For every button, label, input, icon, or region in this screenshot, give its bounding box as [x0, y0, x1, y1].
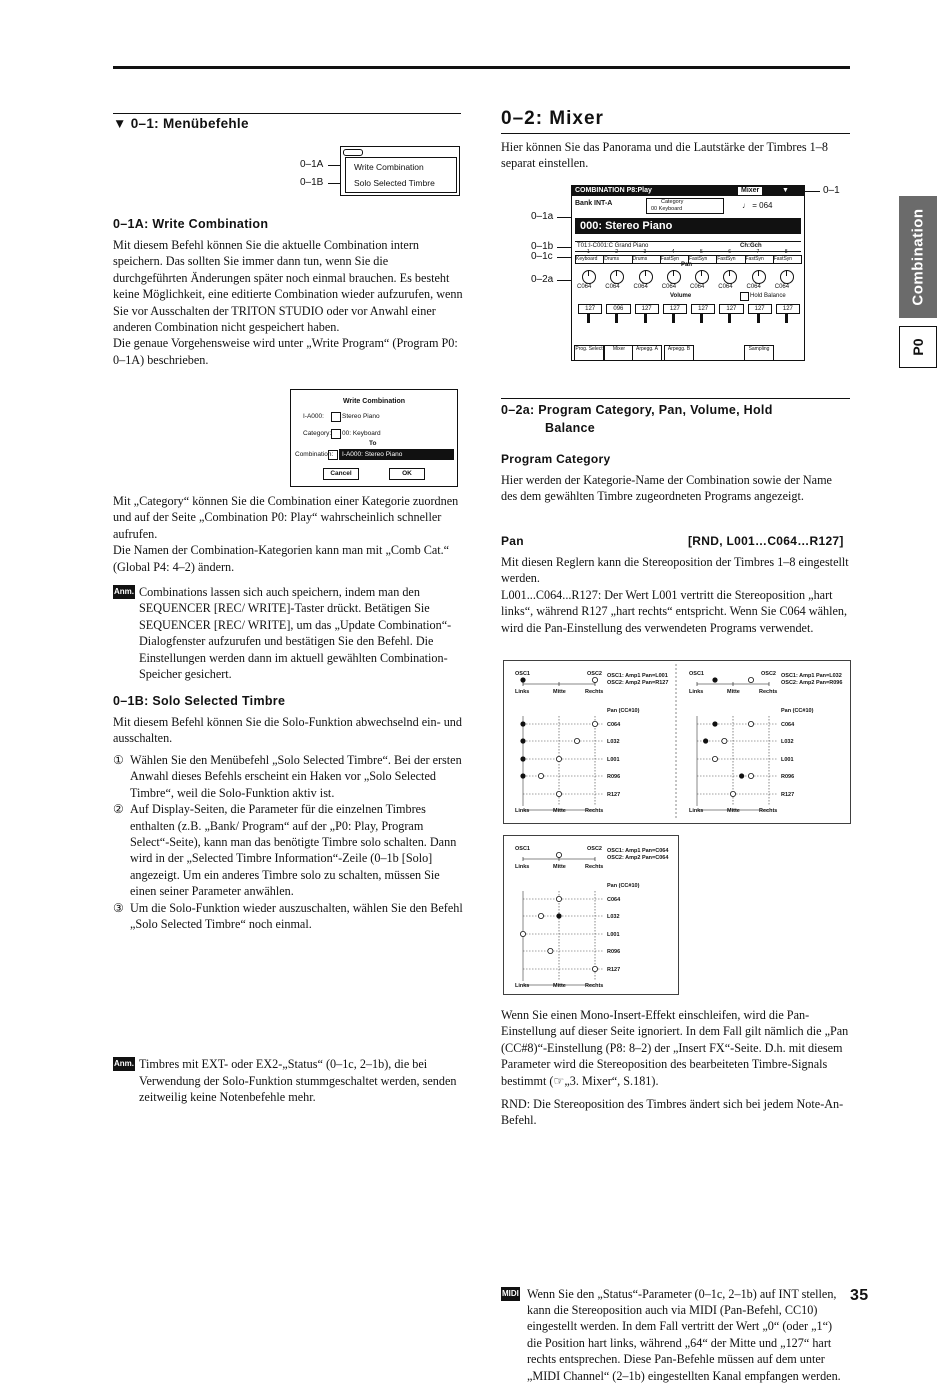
pan-cc-label: Pan (CC#10) — [781, 708, 814, 714]
heading-program-category: Program Category — [501, 452, 611, 466]
osc1-pan-dot — [520, 738, 525, 743]
pan-knob-icon[interactable] — [667, 270, 681, 284]
paragraph: Die Namen der Combination-Kategorien kann man mit „Comb Cat.“ (Global P4: 4–2) ändern. — [113, 543, 450, 574]
category-cell: FastSyn — [716, 255, 745, 264]
knob-pointer — [616, 270, 617, 276]
ok-button[interactable]: OK — [389, 468, 425, 480]
paragraph: Wenn Sie einen Mono-Insert-Effekt einschleifen, wird die Pan-Einstellung auf dieser Seite ignoriert. In dem Fall gilt nämlich die „Pan (CC#8)“-Einstellung (P8: 8–2) der „Insert FX“-Seite. D.h. mit diesem Parameter wird die Stereoposition des bearbeiteten Timbre-Signals bestimmt (☞„3. Mixer“, S.181). — [501, 1008, 849, 1088]
dialog-to-label: To — [369, 440, 377, 447]
page-title: 0–2: Mixer — [501, 108, 604, 129]
section-rule — [113, 113, 461, 114]
osc2-dot — [556, 852, 561, 857]
callout-0-1: 0–1 — [823, 185, 840, 196]
osc2-pan-dot — [722, 738, 727, 743]
lcd-mixer-grid — [575, 249, 801, 324]
pan-value: C064 — [690, 284, 705, 290]
timbre-info-row: T01:I-C001:C Grand Piano Ch:Gch — [575, 241, 801, 252]
channel-number: 2 — [615, 249, 619, 255]
links-label: Links — [515, 864, 530, 870]
callout-0-1c: 0–1c — [531, 251, 553, 262]
page-menu[interactable]: Mixer — [738, 187, 762, 195]
osc2-pan-dot — [730, 791, 735, 796]
lcd-tab[interactable]: Arpegg. B — [664, 345, 694, 361]
dialog-combination-field[interactable]: I-A000: Stereo Piano — [339, 449, 454, 460]
osc2-pan-dot — [538, 913, 543, 918]
text-block — [113, 493, 463, 575]
level-label: R127 — [607, 792, 621, 798]
knob-pointer — [729, 270, 730, 276]
side-tab-combination[interactable]: Combination — [899, 196, 937, 318]
paragraph: Hier können Sie das Panorama und die Lautstärke der Timbres 1–8 separat einstellen. — [501, 140, 828, 171]
level-label: R127 — [781, 792, 795, 798]
paragraph: Hier werden der Kategorie-Name der Combination sowie der Name des dem gewählten Timbre zugeordneten Programs angezeigt. — [501, 473, 832, 504]
mitte-label: Mitte — [553, 808, 566, 814]
pan-knob-icon[interactable] — [610, 270, 624, 284]
heading-0-2a: 0–2a: Program Category, Pan, Volume, Hold Balance — [501, 403, 773, 435]
lcd-tab-bar — [572, 345, 804, 360]
osc1-label: OSC1 — [689, 671, 704, 677]
pan-diagram-top — [503, 660, 851, 824]
level-label: R096 — [607, 949, 621, 955]
top-rule — [113, 66, 850, 69]
tempo-value[interactable]: ♩ = 064 — [742, 201, 773, 210]
volume-value[interactable]: 096 — [606, 304, 630, 314]
callout-0-1a: 0–1a — [531, 211, 554, 222]
osc2-label: OSC2 — [587, 846, 602, 852]
osc1-label: OSC1 — [515, 671, 530, 677]
page-number: 35 — [850, 1287, 869, 1304]
osc2-pan-dot — [748, 721, 753, 726]
dropdown-icon[interactable] — [331, 429, 341, 439]
level-label: R096 — [607, 774, 621, 780]
volume-slider[interactable] — [700, 313, 703, 323]
osc2-pan-dot — [592, 966, 597, 971]
list-item: ② Auf Display-Seiten, die Parameter für die einzelnen Timbres enthalten (z.B. „Bank/ Program“ auf der „P0: Play, Program Select“-Seite), kann man das benötigte Timbre solo schalten. Dann wird in der „Selected Timbre Information“-Zeile (0–1b [Solo] angezeigt. Um ein anderes Timbre solo zu schalten, müssen Sie einen seiner Parameter anwählen. — [113, 802, 457, 899]
volume-slider[interactable] — [728, 313, 731, 323]
text-block — [501, 472, 851, 505]
channel-number: 4 — [671, 249, 675, 255]
pan-value: C064 — [746, 284, 761, 290]
volume-slider[interactable] — [757, 313, 760, 323]
steps-list — [113, 752, 463, 932]
dropdown-icon[interactable] — [328, 450, 338, 460]
osc1-pan-dot — [712, 721, 717, 726]
knob-pointer — [645, 270, 646, 276]
volume-slider[interactable] — [672, 313, 675, 323]
dialog-label: Category: — [303, 430, 332, 437]
pan-value: C064 — [774, 284, 790, 290]
osc2-label: OSC2 — [761, 671, 776, 677]
category-cell: FastSyn — [745, 255, 774, 264]
mitte-label: Mitte — [727, 808, 740, 814]
section-rule — [501, 398, 850, 399]
volume-value[interactable]: 127 — [691, 304, 715, 314]
write-combination-dialog — [290, 389, 458, 487]
chevron-down-icon[interactable]: ▼ — [782, 187, 789, 194]
pan-value: C064 — [605, 284, 620, 290]
volume-value[interactable]: 127 — [776, 304, 800, 314]
callout-0-2a: 0–2a — [531, 274, 554, 285]
list-item: ① Wählen Sie den Menübefehl „Solo Selected Timbre“. Bei der ersten Anwahl dieses Befehls erscheint ein Haken vor „Solo Selected Timbre“, weil die Solo-Funktion aktiv ist. — [113, 753, 462, 800]
paragraph: Mit diesen Reglern kann die Stereoposition der Timbres 1–8 eingestellt werden. — [501, 555, 849, 586]
pan-cc-label: Pan (CC#10) — [607, 883, 640, 889]
pan-value: C064 — [633, 284, 648, 290]
category-cell: FastSyn — [688, 255, 717, 264]
midi-badge-icon: MIDI — [501, 1287, 520, 1301]
level-label: R127 — [607, 967, 621, 973]
menu-item-write-combination[interactable]: Write Combination — [354, 162, 424, 172]
pan-range: [RND, L001…C064…R127] — [688, 534, 844, 548]
volume-label: Volume — [670, 293, 692, 299]
lcd-tab[interactable]: Prog. Select — [574, 345, 604, 361]
category-cell: Keyboard — [575, 255, 604, 264]
list-item: ③ Um die Solo-Funktion wieder auszuschalten, wählen Sie den Befehl „Solo Selected Timbre“ noch einmal. — [113, 900, 463, 932]
volume-value[interactable]: 127 — [635, 304, 659, 314]
pan-label: Pan — [681, 262, 693, 268]
osc1-pan-dot — [520, 756, 525, 761]
channel-number: 1 — [587, 249, 590, 255]
note-text: Wenn Sie den „Status“-Parameter (0–1c, 2–1b) auf INT stellen, kann die Stereoposition auch via MIDI (Pan-Befehl, CC10) eingestellt werden. In dem Fall vertritt der Wert „0“ (oder „1“) die Position hart links, während „64“ der Mitte und „127“ hart rechts entsprechen. Diese Pan-Befehle müssen auf dem unter „MIDI Channel“ (2–1b) eingestellten Kanal empfangen werden. — [527, 1286, 841, 1383]
volume-slider[interactable] — [644, 313, 647, 323]
volume-value[interactable]: 127 — [719, 304, 743, 314]
hold-balance-label: Hold Balance — [750, 293, 786, 299]
rechts-label: Rechts — [585, 864, 604, 870]
note-badge-icon: Anm. — [113, 585, 135, 599]
rechts-label: Rechts — [759, 808, 778, 814]
callout-0-1a: 0–1A — [300, 159, 324, 170]
level-label: C064 — [607, 897, 621, 903]
volume-slider[interactable] — [587, 313, 590, 323]
category-cell: FastSyn — [773, 255, 802, 264]
osc2-pan-dot — [548, 948, 553, 953]
category-cell: Drums — [603, 255, 632, 264]
midi-note-block — [501, 1286, 849, 1384]
mitte-label: Mitte — [553, 864, 566, 870]
volume-slider[interactable] — [785, 313, 788, 323]
mitte-label: Mitte — [553, 689, 566, 695]
panel-title: OSC1: Amp1 Pan=L032 — [781, 673, 842, 679]
rechts-label: Rechts — [585, 983, 604, 989]
text-block — [113, 237, 463, 368]
osc2-pan-dot — [712, 756, 717, 761]
channel-number: 5 — [700, 249, 703, 255]
lcd-tab[interactable]: Arpegg. A — [632, 345, 662, 361]
panel-title: OSC2: Amp2 Pan=R127 — [607, 680, 669, 686]
osc1-pan-dot — [739, 773, 744, 778]
osc1-pan-dot — [520, 721, 525, 726]
osc1-pan-dot — [556, 913, 561, 918]
osc2-pan-dot — [556, 756, 561, 761]
volume-slider[interactable] — [615, 313, 618, 323]
volume-value[interactable]: 127 — [578, 304, 602, 314]
lcd-tab[interactable]: Sampling — [744, 345, 774, 361]
channel-number: 8 — [784, 249, 788, 255]
pan-knob-icon[interactable] — [639, 270, 653, 284]
cancel-button[interactable]: Cancel — [323, 468, 359, 480]
osc1-pan-dot — [520, 773, 525, 778]
links-label: Links — [689, 808, 704, 814]
level-label: L001 — [607, 932, 620, 938]
section-heading-menu: ▼ 0–1: Menübefehle — [113, 116, 249, 131]
panel-title: OSC1: Amp1 Pan=L001 — [607, 673, 668, 679]
lcd-title: COMBINATION P8:Play — [575, 187, 652, 194]
links-label: Links — [515, 983, 530, 989]
text-block — [501, 1096, 851, 1129]
paragraph: Mit diesem Befehl können Sie die Solo-Funktion abwechselnd ein- und ausschalten. — [113, 715, 462, 746]
osc2-pan-dot — [538, 773, 543, 778]
osc2-pan-dot — [556, 791, 561, 796]
osc2-pan-dot — [592, 721, 597, 726]
rechts-label: Rechts — [759, 689, 778, 695]
pan-knob-icon[interactable] — [780, 270, 794, 284]
knob-pointer — [673, 270, 674, 276]
mitte-label: Mitte — [553, 983, 566, 989]
lcd-title-bar — [572, 186, 804, 196]
level-label: L032 — [607, 914, 620, 920]
osc2-pan-dot — [748, 773, 753, 778]
bank-select[interactable]: Bank INT-A — [575, 200, 613, 207]
paragraph: Mit diesem Befehl können Sie die aktuelle Combination intern speichern. Das sollten Sie immer dann tun, wenn Sie die durchgeführten Änderungen später noch einmal brauchen. Es besteht keine Möglichkeit, eine editierte Combination wieder aufzurufen, wenn Sie vor Ausschalten der TRITON STUDIO oder vor Anwahl einer anderen Combination nicht gespeichert haben. — [113, 238, 463, 335]
dialog-title: Write Combination — [342, 398, 406, 405]
paragraph: RND: Die Stereoposition des Timbres ändert sich bei jedem Note-An-Befehl. — [501, 1097, 844, 1128]
osc1-label: OSC1 — [515, 846, 530, 852]
knob-pointer — [588, 270, 589, 276]
level-label: L032 — [781, 739, 794, 745]
rechts-label: Rechts — [585, 808, 604, 814]
pan-value: C064 — [577, 284, 592, 290]
menu-popup-figure — [340, 146, 460, 196]
note-badge-icon: Anm. — [113, 1057, 135, 1071]
heading-0-1a: 0–1A: Write Combination — [113, 217, 269, 231]
mitte-label: Mitte — [727, 689, 740, 695]
callout-0-1b: 0–1B — [300, 177, 324, 188]
knob-pointer — [701, 270, 702, 276]
level-label: L032 — [607, 739, 620, 745]
osc1-pan-dot — [703, 738, 708, 743]
rechts-label: Rechts — [585, 689, 604, 695]
knob-pointer — [786, 270, 787, 276]
dialog-value: 00: Keyboard — [342, 430, 381, 437]
text-block — [501, 1007, 851, 1089]
channel-number: 3 — [643, 249, 647, 255]
osc1-dot — [520, 677, 525, 682]
paragraph: Mit „Category“ können Sie die Combination einer Kategorie zuordnen und auf der Seite „Combination P0: Play“ wahrscheinlich schneller aufrufen. — [113, 494, 459, 541]
volume-value[interactable]: 127 — [748, 304, 772, 314]
text-block — [501, 139, 851, 172]
panel-title: OSC2: Amp2 Pan=R096 — [781, 680, 843, 686]
pan-knob-icon[interactable] — [695, 270, 709, 284]
level-label: C064 — [607, 722, 621, 728]
lcd-screen — [571, 185, 805, 361]
level-label: C064 — [781, 722, 795, 728]
links-label: Links — [689, 689, 704, 695]
level-label: L001 — [607, 757, 620, 763]
osc2-label: OSC2 — [587, 671, 602, 677]
paragraph: Die genaue Vorgehensweise wird unter „Write Program“ (Program P0: 0–1A) beschrieben. — [113, 336, 458, 367]
hold-balance-checkbox[interactable] — [740, 292, 749, 301]
menu-icon — [343, 149, 363, 156]
osc2-pan-dot — [520, 931, 525, 936]
volume-value[interactable]: 127 — [663, 304, 687, 314]
channel-number: 6 — [728, 249, 732, 255]
knob-pointer — [758, 270, 759, 276]
text-block — [501, 554, 851, 636]
paragraph: L001...C064...R127: Der Wert L001 vertritt die Stereoposition „hart links“, während R127 „hart rechts“ entspricht. Wenn Sie C064 wählen, wird die Pan-Einstellung des verwendeten Programs verwendet. — [501, 587, 848, 635]
panel-title: OSC1: Amp1 Pan=C064 — [607, 848, 669, 854]
dialog-label: I-A000: — [303, 413, 324, 420]
callout-0-1b: 0–1b — [531, 241, 554, 252]
panel-title: OSC2: Amp2 Pan=C064 — [607, 855, 669, 861]
pan-knob-icon[interactable] — [752, 270, 766, 284]
links-label: Links — [515, 689, 530, 695]
osc2-dot — [592, 677, 597, 682]
dialog-value: Stereo Piano — [342, 413, 380, 420]
osc2-pan-dot — [556, 896, 561, 901]
pan-value: C064 — [718, 284, 733, 290]
note-block — [113, 1056, 487, 1105]
pan-cc-label: Pan (CC#10) — [607, 708, 640, 714]
note-text: Timbres mit EXT- oder EX2-„Status“ (0–1c, 2–1b), die bei Verwendung der Solo-Funktion stummgeschaltet werden, senden zeitweilig keine Notenbefehle mehr. — [139, 1057, 457, 1105]
heading-pan: Pan — [501, 534, 524, 548]
side-tab-p0[interactable]: P0 — [899, 326, 937, 368]
category-cell: FastSyn — [660, 255, 689, 264]
pan-diagram-bottom — [503, 835, 679, 995]
channel-number: 7 — [756, 249, 760, 255]
level-label: L001 — [781, 757, 794, 763]
pan-value: C064 — [661, 284, 677, 290]
pan-knob-icon[interactable] — [723, 270, 737, 284]
osc1-dot — [712, 677, 717, 682]
menu-item-solo-selected-timbre[interactable]: Solo Selected Timbre — [354, 178, 435, 188]
osc2-pan-dot — [574, 738, 579, 743]
note-text: Combinations lassen sich auch speichern, indem man den SEQUENCER [REC/ WRITE]-Taster drückt. Betätigen Sie SEQUENCER [REC/ WRITE], um das „Update Combination“-Dialogfenster aufzurufen und bestätigen Sie den Befehl. Die Einstellungen werden dann im aktuell gewählten Combination-Speicher gesichert. — [139, 585, 452, 682]
pan-knob-icon[interactable] — [582, 270, 596, 284]
text-block — [113, 714, 463, 747]
lcd-tab[interactable]: Mixer — [604, 345, 634, 361]
category-box[interactable]: Category 00 Keyboard — [646, 198, 724, 214]
dialog-label: Combination: — [295, 451, 334, 458]
section-rule — [501, 133, 850, 134]
category-cell: Drums — [632, 255, 661, 264]
text-edit-icon[interactable] — [331, 412, 341, 422]
level-label: R096 — [781, 774, 795, 780]
combination-name-field[interactable]: 000: Stereo Piano — [575, 218, 801, 234]
links-label: Links — [515, 808, 530, 814]
osc2-dot — [748, 677, 753, 682]
heading-0-1b: 0–1B: Solo Selected Timbre — [113, 694, 286, 708]
note-block — [113, 584, 463, 682]
